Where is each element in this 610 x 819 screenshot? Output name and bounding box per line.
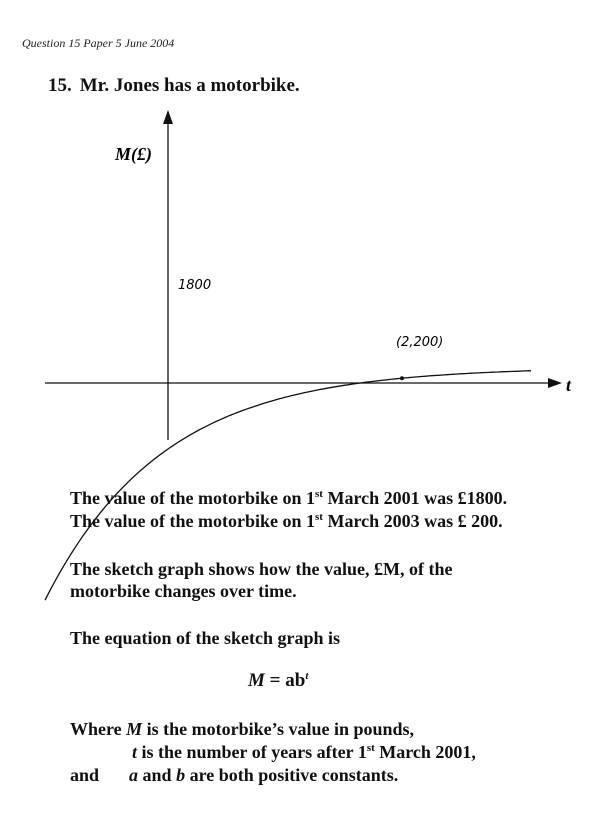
where-line-3: and a and b are both positive constants. (70, 765, 399, 785)
sketch-description-line1: The sketch graph shows how the value, £M, of the (70, 559, 453, 579)
statement-2003: The value of the motorbike on 1st March 2003 was £ 200. (70, 511, 503, 531)
paper-header: Question 15 Paper 5 June 2004 (22, 36, 175, 50)
sketch-description-line2: motorbike changes over time. (70, 581, 297, 601)
question-intro: Mr. Jones has a motorbike. (79, 75, 300, 96)
x-axis-label: t (566, 375, 572, 395)
x-axis-arrow (548, 378, 562, 388)
y-axis-label: M(£) (115, 144, 152, 164)
point-2-200 (400, 376, 404, 380)
y-axis-arrow (163, 110, 173, 124)
intercept-label: 1800 (178, 278, 212, 293)
question-number: 15. (48, 75, 72, 96)
where-line-1: Where M is the motorbike’s value in pounds, (70, 719, 415, 739)
point-label: (2,200) (396, 335, 444, 350)
equation: $M = ab^t$ (248, 670, 309, 691)
statement-2001: The value of the motorbike on 1st March 2001 was £1800. (70, 488, 508, 508)
where-line-2: t is the number of years after 1st March 2001, (132, 742, 476, 762)
equation-intro: The equation of the sketch graph is (70, 628, 341, 648)
